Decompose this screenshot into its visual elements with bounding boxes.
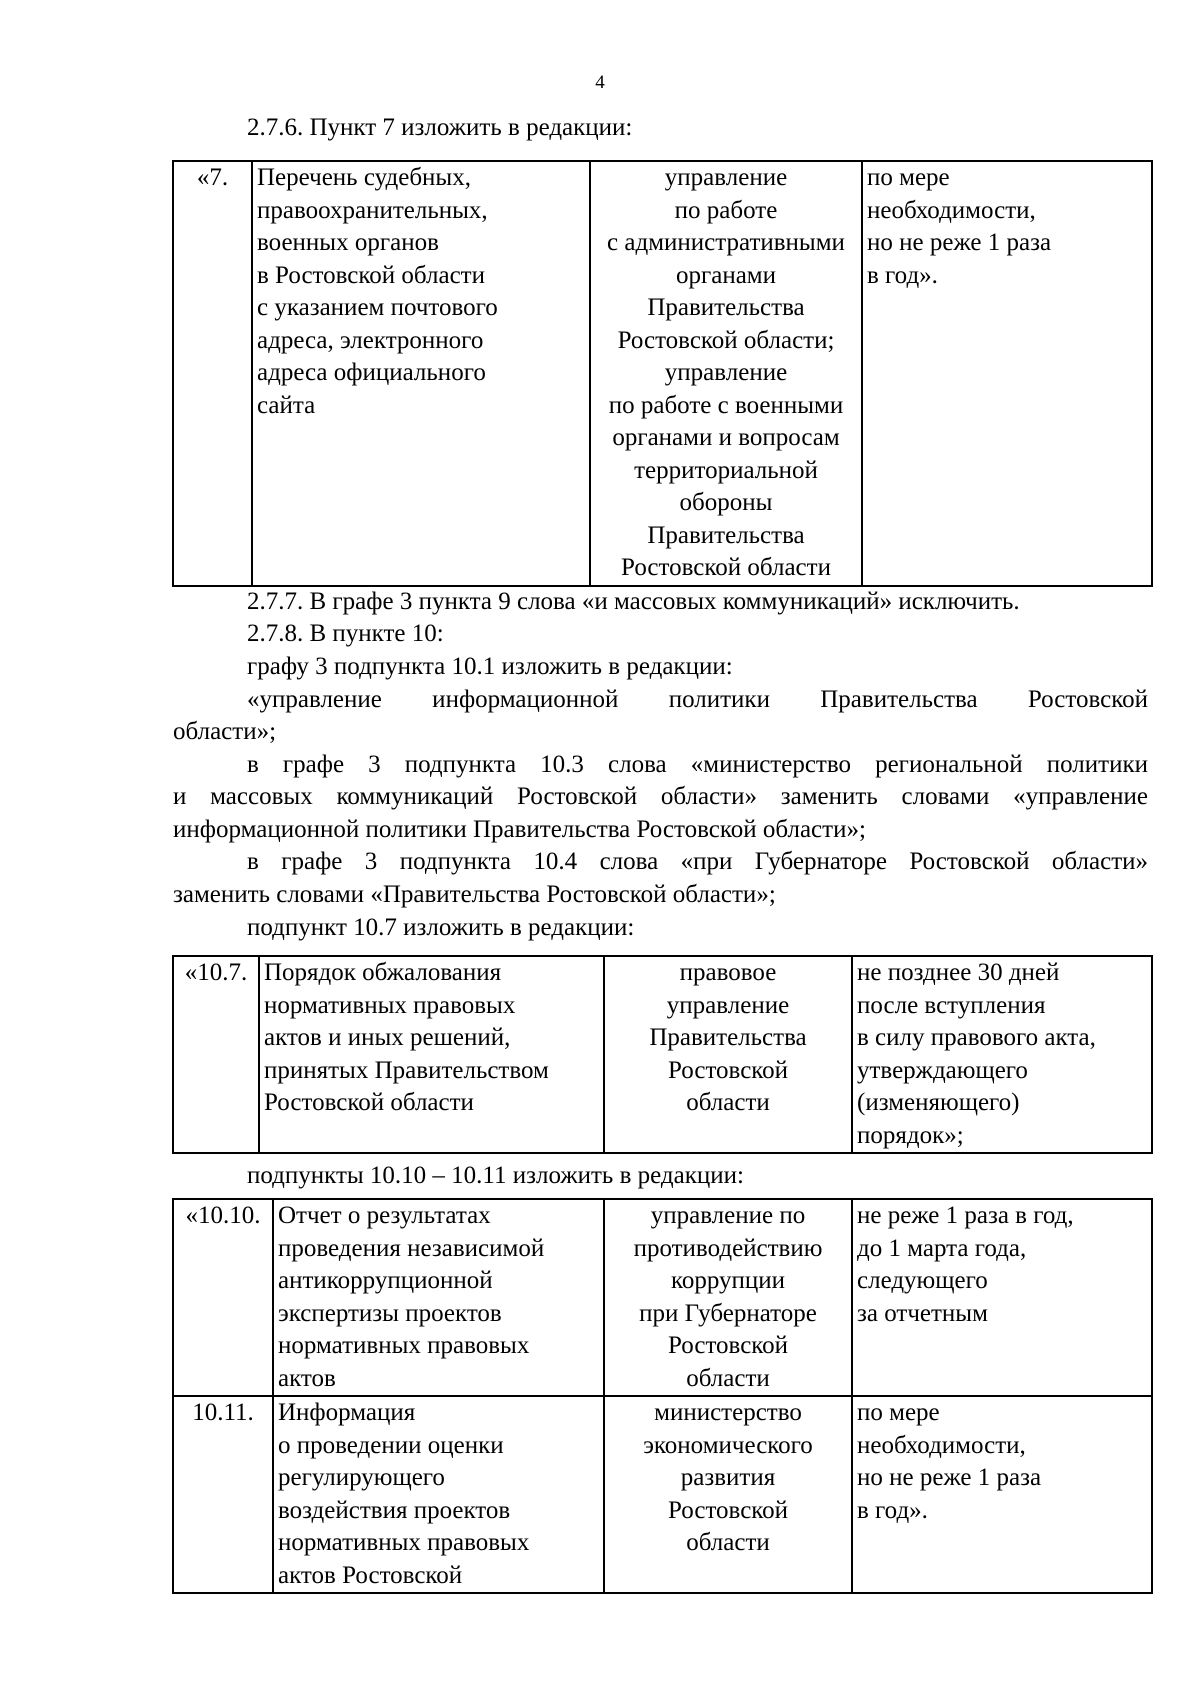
row-responsible: правовое управление Правительства Ростовской области [604, 956, 852, 1153]
row-responsible: министерство экономического развития Ростовской области [604, 1396, 852, 1593]
table-row [173, 1199, 1152, 1396]
table-subpoint-10-7 [172, 955, 1153, 1154]
table-row [173, 956, 1152, 1153]
row-number: «10.7. [173, 956, 259, 1153]
row-number: 10.11. [173, 1396, 273, 1593]
paragraph-10-1-line-2: области»; [173, 718, 277, 745]
paragraph-10-7-intro: подпункт 10.7 изложить в редакции: [247, 914, 635, 941]
paragraph-10-10-intro: подпункты 10.10 – 10.11 изложить в редакции: [247, 1162, 744, 1189]
paragraph-10-4-line-1: в графе 3 подпункта 10.4 слова «при Губернаторе Ростовской области» [247, 848, 1148, 875]
row-responsible: управление по противодействию коррупции при Губернаторе Ростовской области [604, 1199, 852, 1396]
table-row [173, 1396, 1152, 1593]
row-name: Отчет о результатах проведения независимой антикоррупционной экспертизы проектов нормативных правовых актов [273, 1199, 604, 1396]
table-row [173, 161, 1152, 586]
paragraph-2-7-7: 2.7.7. В графе 3 пункта 9 слова «и массовых коммуникаций» исключить. [247, 588, 1020, 615]
paragraph-10-1-intro: графу 3 подпункта 10.1 изложить в редакции: [247, 653, 733, 680]
row-name: Информация о проведении оценки регулирующего воздействия проектов нормативных правовых актов Ростовской [273, 1396, 604, 1593]
paragraph-10-3-line-1: в графе 3 подпункта 10.3 слова «министерство региональной политики [247, 751, 1148, 778]
row-name: Порядок обжалования нормативных правовых актов и иных решений, принятых Правительством Ростовской области [259, 956, 604, 1153]
table-subpoints-10-10-10-11 [172, 1198, 1153, 1594]
row-responsible: управление по работе с административными органами Правительства Ростовской области; управление по работе с военными органами и вопросам территориальной обороны Правительства Ростовской области [590, 161, 862, 586]
paragraph-10-3-line-2: и массовых коммуникаций Ростовской области» заменить словами «управление [173, 783, 1148, 810]
paragraph-10-3-line-3: информационной политики Правительства Ростовской области»; [173, 816, 866, 843]
paragraph-10-1-line-1: «управление информационной политики Правительства Ростовской [247, 686, 1148, 713]
row-period: по мере необходимости, но не реже 1 раза в год». [862, 161, 1152, 586]
paragraph-2-7-8: 2.7.8. В пункте 10: [247, 620, 444, 647]
row-name: Перечень судебных, правоохранительных, военных органов в Ростовской области с указанием почтового адреса, электронного адреса официального сайта [252, 161, 590, 586]
paragraph-10-4-line-2: заменить словами «Правительства Ростовской области»; [173, 881, 776, 908]
page-number: 4 [595, 72, 605, 93]
table-point-7 [172, 160, 1153, 587]
row-period: не реже 1 раза в год, до 1 марта года, следующего за отчетным [852, 1199, 1152, 1396]
row-period: не позднее 30 дней после вступления в силу правового акта, утверждающего (изменяющего) порядок»; [852, 956, 1152, 1153]
paragraph-2-7-6: 2.7.6. Пункт 7 изложить в редакции: [247, 114, 633, 141]
row-period: по мере необходимости, но не реже 1 раза в год». [852, 1396, 1152, 1593]
row-number: «7. [173, 161, 252, 586]
row-number: «10.10. [173, 1199, 273, 1396]
